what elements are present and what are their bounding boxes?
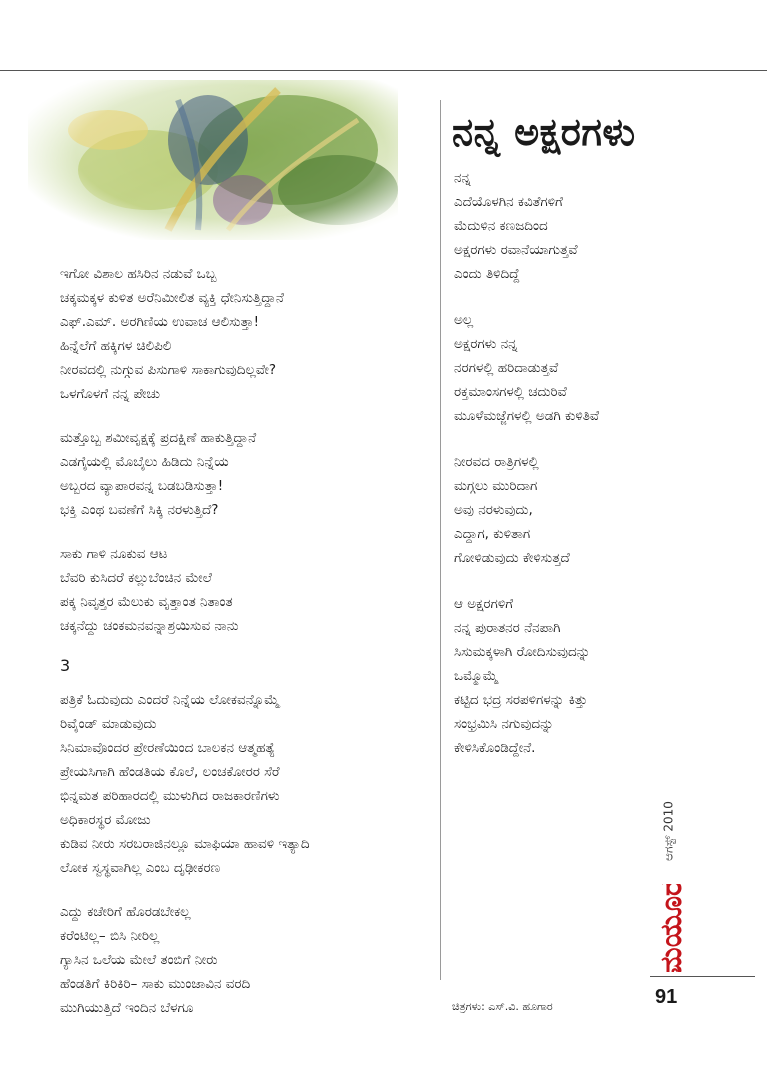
poem-line: ಪತ್ರಿಕೆ ಓದುವುದು ಎಂದರೆ ನಿನ್ನೆಯ ಲೋಕವನ್ನೊಮ್ಮೆ — [60, 692, 280, 708]
poem-line: ಕೇಳಿಸಿಕೊಂಡಿದ್ದೇನೆ. — [454, 740, 536, 756]
poem-line: ಕರೆಂಟಿಲ್ಲ– ಬಿಸಿ ನೀರಿಲ್ಲ — [60, 928, 160, 944]
poem-title: ನನ್ನ ಅಕ್ಷರಗಳು — [452, 110, 636, 154]
right-stanza-1 — [454, 166, 714, 286]
right-stanza-4 — [454, 592, 714, 760]
poem-line: ಮೂಳೆಮಜ್ಜೆಗಳಲ್ಲಿ ಅಡಗಿ ಕುಳಿತಿವೆ — [454, 408, 600, 424]
poem-line: ಇಗೋ ವಿಶಾಲ ಹಸಿರಿನ ನಡುವೆ ಒಬ್ಬ — [60, 266, 217, 282]
poem-line: ಆ ಅಕ್ಷರಗಳಿಗೆ — [454, 596, 514, 612]
magazine-logo-text: ಮಯೂರ — [654, 884, 688, 972]
poem-line: ಪಕ್ಕ ನಿವೃತ್ತರ ಮೆಲುಕು ವೃತ್ತಾಂತ ನಿತಾಂತ — [60, 594, 233, 610]
section-number: 3 — [60, 656, 71, 675]
right-stanza-2 — [454, 308, 714, 428]
poem-line: ನನ್ನ ಪುರಾತನರ ನೆನಪಾಗಿ — [454, 620, 561, 636]
poem-line: ನೀರವದ ರಾತ್ರಿಗಳಲ್ಲಿ — [454, 454, 539, 470]
magazine-logo — [650, 884, 688, 972]
poem-line: ಎಫ್.ಎಮ್. ಅರಗಿಣಿಯ ಉವಾಚ ಆಲಿಸುತ್ತಾ! — [60, 314, 260, 330]
poem-line: ಗ್ಯಾಸಿನ ಒಲೆಯ ಮೇಲೆ ತಂಬಿಗೆ ನೀರು — [60, 952, 218, 968]
poem-line: ಅಕ್ಷರಗಳು ರವಾನೆಯಾಗುತ್ತವೆ — [454, 242, 578, 258]
poem-line: ಒಮ್ಮೊಮ್ಮೆ — [454, 668, 498, 684]
foliage-illustration-icon — [28, 80, 398, 240]
poem-line: ರಿವೈಂಡ್ ಮಾಡುವುದು — [60, 716, 157, 732]
left-stanza-5 — [60, 900, 440, 1020]
poem-line: ಸಿಸುಮಕ್ಕಳಾಗಿ ರೋದಿಸುವುದನ್ನು — [454, 644, 591, 660]
left-stanza-1 — [60, 262, 440, 406]
poem-line: ಸಂಭ್ರಮಿಸಿ ನಗುವುದನ್ನು — [454, 716, 554, 732]
poem-line: ಒಳಗೊಳಗೆ ನನ್ನ ಪೇಚು — [60, 386, 161, 402]
page-number: 91 — [655, 986, 678, 1008]
poem-line: ಲೋಕ ಸ್ವಸ್ಥವಾಗಿಲ್ಲ ಎಂಬ ದೃಢೀಕರಣ — [60, 860, 221, 876]
poem-line: ಎದ್ದಾಗ, ಕುಳಿತಾಗ — [454, 526, 531, 542]
poem-line: ಬೆವರಿ ಕುಸಿದರೆ ಕಲ್ಲುಬೆಂಚಿನ ಮೇಲೆ — [60, 570, 212, 586]
poem-line: ಚಕ್ಕಮಕ್ಕಳ ಕುಳಿತ ಅರೆನಿಮೀಲಿತ ವ್ಯಕ್ತಿ ಧೇನಿಸುತ್ತಿದ್ದಾನೆ — [60, 290, 284, 306]
poem-line: ಅಬ್ಬರದ ವ್ಯಾಪಾರವನ್ನ ಬಡಬಡಿಸುತ್ತಾ! — [60, 478, 224, 494]
left-stanza-4 — [60, 688, 440, 880]
poem-line: ಹೆಂಡತಿಗೆ ಕಿರಿಕಿರಿ– ಸಾಕು ಮುಂಜಾವಿನ ವರದಿ — [60, 976, 251, 992]
poem-line: ಎಂದು ತಿಳಿದಿದ್ದೆ — [454, 266, 520, 282]
poem-line: ಭಕ್ತಿ ಎಂಥ ಬವಣೆಗೆ ಸಿಕ್ಕಿ ನರಳುತ್ತಿದೆ? — [60, 502, 219, 518]
poem-line: ಅಕ್ಷರಗಳು ನನ್ನ — [454, 336, 518, 352]
poem-line: ಮುಗಿಯುತ್ತಿದೆ ಇಂದಿನ ಬೆಳಗೂ — [60, 1000, 194, 1016]
poem-line: ಮತ್ತೊಬ್ಬ ಶಮೀವೃಕ್ಷಕ್ಕೆ ಪ್ರದಕ್ಷಿಣೆ ಹಾಕುತ್ತಿದ್ದಾನೆ — [60, 430, 257, 446]
poem-line: ಸಿನಿಮಾವೊಂದರ ಪ್ರೇರಣೆಯಿಂದ ಬಾಲಕನ ಆತ್ಮಹತ್ಯೆ — [60, 740, 276, 756]
poem-line: ಮೆದುಳಿನ ಕಣಜದಿಂದ — [454, 218, 548, 234]
column-divider — [440, 100, 441, 980]
poem-line: ನರಗಳಲ್ಲಿ ಹರಿದಾಡುತ್ತವೆ — [454, 360, 559, 376]
poem-line: ಭಿನ್ನಮತ ಪರಿಹಾರದಲ್ಲಿ ಮುಳುಗಿದ ರಾಜಕಾರಣಿಗಳು — [60, 788, 280, 804]
poem-line: ರಕ್ತಮಾಂಸಗಳಲ್ಲಿ ಚದುರಿವೆ — [454, 384, 567, 400]
issue-date-label: ಆಗಸ್ಟ್ 2010 — [661, 801, 676, 861]
top-rule — [0, 70, 767, 71]
poem-line: ಸಾಕು ಗಾಳಿ ನೂಕುವ ಆಟ — [60, 546, 168, 562]
left-stanza-2 — [60, 426, 440, 522]
right-stanza-3 — [454, 450, 714, 570]
magazine-logo-icon — [650, 884, 688, 972]
poem-line: ಚಕ್ಕನೆದ್ದು ಚಂಕಮನವನ್ನಾಶ್ರಯಿಸುವ ನಾನು — [60, 618, 239, 634]
poem-line: ಎದೆಯೊಳಗಿನ ಕವಿತೆಗಳಿಗೆ — [454, 194, 563, 210]
watercolor-illustration — [28, 80, 398, 240]
poem-line: ಗೋಳಿಡುವುದು ಕೇಳಿಸುತ್ತದೆ — [454, 550, 570, 566]
poem-line: ಹಿನ್ನೆಲೆಗೆ ಹಕ್ಕಿಗಳ ಚಿಲಿಪಿಲಿ — [60, 338, 172, 354]
illustration-credit: ಚಿತ್ರಗಳು: ಎಸ್.ವಿ. ಹೂಗಾರ — [452, 1000, 553, 1013]
poem-line: ಕಟ್ಟಿದ ಭದ್ರ ಸರಪಳಿಗಳನ್ನು ಕಿತ್ತು — [454, 692, 588, 708]
poem-line: ಅಲ್ಲ — [454, 312, 474, 328]
poem-line: ಮಗ್ಗಲು ಮುರಿದಾಗ — [454, 478, 538, 494]
poem-line: ಅಧಿಕಾರಸ್ಥರ ಮೋಜು — [60, 812, 151, 828]
poem-line: ಪ್ರೇಯಸಿಗಾಗಿ ಹೆಂಡತಿಯ ಕೊಲೆ, ಲಂಚಕೋರರ ಸೆರೆ — [60, 764, 280, 780]
left-poem-column — [60, 262, 440, 1040]
poem-line: ಎದ್ದು ಕಚೇರಿಗೆ ಹೊರಡಬೇಕಲ್ಲ — [60, 904, 191, 920]
issue-date — [660, 776, 678, 886]
poem-line: ಎಡಗೈಯಲ್ಲಿ ಮೊಬೈಲು ಹಿಡಿದು ನಿನ್ನೆಯ — [60, 454, 229, 470]
poem-line: ಕುಡಿವ ನೀರು ಸರಬರಾಜಿನಲ್ಲೂ ಮಾಫಿಯಾ ಹಾವಳಿ ಇತ್ಯಾದಿ — [60, 836, 310, 852]
poem-line: ನೀರವದಲ್ಲಿ ನುಗ್ಗುವ ಪಿಸುಗಾಳಿ ಸಾಕಾಗುವುದಿಲ್ಲವೇ? — [60, 362, 277, 378]
right-poem-column — [454, 166, 714, 782]
left-stanza-3 — [60, 542, 440, 638]
poem-line: ನನ್ನ — [454, 170, 471, 186]
bottom-rule — [650, 976, 755, 977]
poem-line: ಅವು ನರಳುವುದು, — [454, 502, 533, 518]
